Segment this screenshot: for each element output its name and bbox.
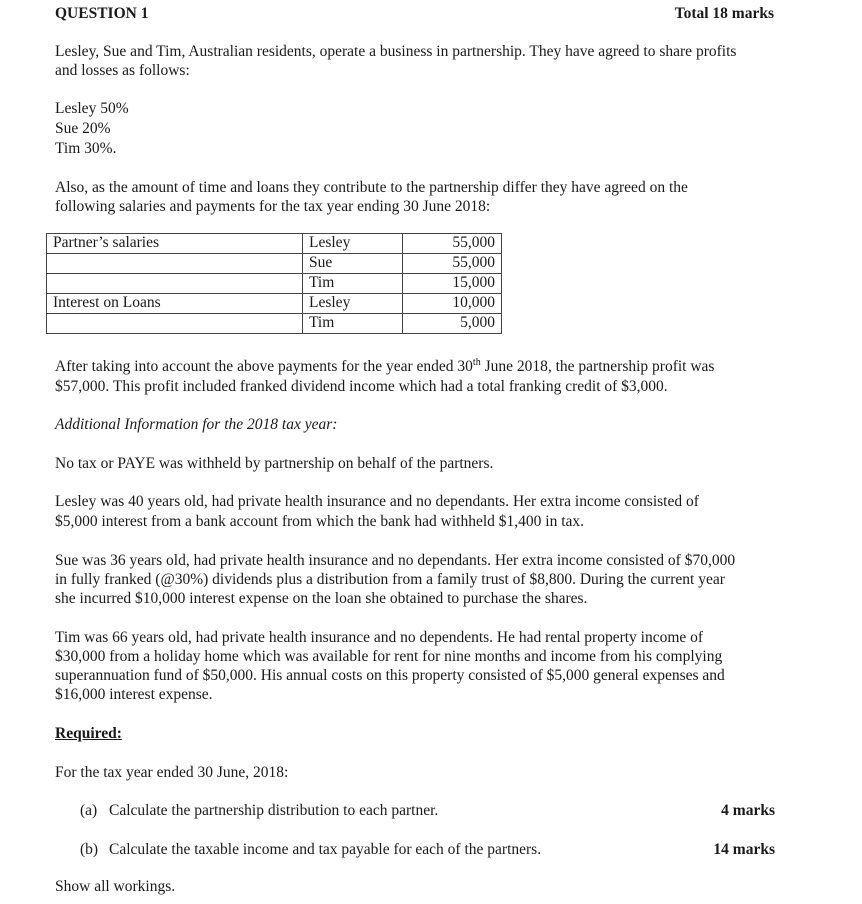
tim-line-2: $30,000 from a holiday home which was available for rent for nine months and income from his complying [55, 648, 723, 665]
category-cell [47, 314, 303, 334]
share-sue: Sue 20% [55, 120, 111, 137]
profit-line-1: After taking into account the above payments for the year ended 30th June 2018, the partnership profit was [55, 356, 715, 375]
required-intro: For the tax year ended 30 June, 2018: [55, 764, 289, 781]
intro-line-2: and losses as follows: [55, 62, 190, 79]
lesley-line-1: Lesley was 40 years old, had private health insurance and no dependants. Her extra income consisted of [55, 493, 699, 510]
amount-cell: 55,000 [403, 254, 502, 274]
category-cell [47, 254, 303, 274]
no-tax-statement: No tax or PAYE was withheld by partnership on behalf of the partners. [55, 455, 494, 472]
additional-info-heading: Additional Information for the 2018 tax year: [55, 416, 338, 433]
tim-line-4: $16,000 interest expense. [55, 686, 213, 703]
amount-cell: 55,000 [403, 234, 502, 254]
partner-cell: Lesley [303, 294, 403, 314]
partner-cell: Sue [303, 254, 403, 274]
part-b-label: (b) [80, 841, 99, 858]
tim-line-3: superannuation fund of $50,000. His annual costs on this property consisted of $5,000 general expenses and [55, 667, 725, 684]
intro-line-1: Lesley, Sue and Tim, Australian residents, operate a business in partnership. They have agreed to share profits [55, 43, 737, 60]
payments-table [46, 233, 502, 334]
table-row [47, 254, 502, 274]
lesley-line-2: $5,000 interest from a bank account from which the bank had withheld $1,400 in tax. [55, 513, 585, 530]
show-workings: Show all workings. [55, 878, 176, 895]
profit-line-2: $57,000. This profit included franked dividend income which had a total franking credit of $3,000. [55, 378, 668, 395]
part-b-text: Calculate the taxable income and tax payable for each of the partners. [109, 841, 542, 858]
tim-line-1: Tim was 66 years old, had private health insurance and no dependents. He had rental property income of [55, 629, 704, 646]
sue-line-3: she incurred $10,000 interest expense on the loan she obtained to purchase the shares. [55, 590, 588, 607]
table-row [47, 274, 502, 294]
sue-line-1: Sue was 36 years old, had private health insurance and no dependants. Her extra income consisted of $70,000 [55, 552, 736, 569]
part-a-label: (a) [80, 802, 98, 819]
category-cell [47, 274, 303, 294]
partner-cell: Lesley [303, 234, 403, 254]
salaries-intro-line-2: following salaries and payments for the tax year ending 30 June 2018: [55, 198, 491, 215]
question-title: QUESTION 1 [55, 5, 149, 22]
total-marks: Total 18 marks [674, 5, 774, 22]
amount-cell: 15,000 [403, 274, 502, 294]
part-a-marks: 4 marks [721, 802, 775, 819]
table-row [47, 314, 502, 334]
table-row [47, 234, 502, 254]
share-tim: Tim 30%. [55, 140, 117, 157]
category-cell: Partner’s salaries [47, 234, 303, 254]
part-b-marks: 14 marks [713, 841, 775, 858]
partner-cell: Tim [303, 314, 403, 334]
category-cell: Interest on Loans [47, 294, 303, 314]
part-a-text: Calculate the partnership distribution to each partner. [109, 802, 439, 819]
share-lesley: Lesley 50% [55, 100, 129, 117]
table-row [47, 294, 502, 314]
amount-cell: 5,000 [403, 314, 502, 334]
required-heading: Required: [55, 725, 122, 742]
salaries-intro-line-1: Also, as the amount of time and loans they contribute to the partnership differ they have agreed on the [55, 179, 688, 196]
partner-cell: Tim [303, 274, 403, 294]
sue-line-2: in fully franked (@30%) dividends plus a distribution from a family trust of $8,800. During the current year [55, 571, 725, 588]
amount-cell: 10,000 [403, 294, 502, 314]
